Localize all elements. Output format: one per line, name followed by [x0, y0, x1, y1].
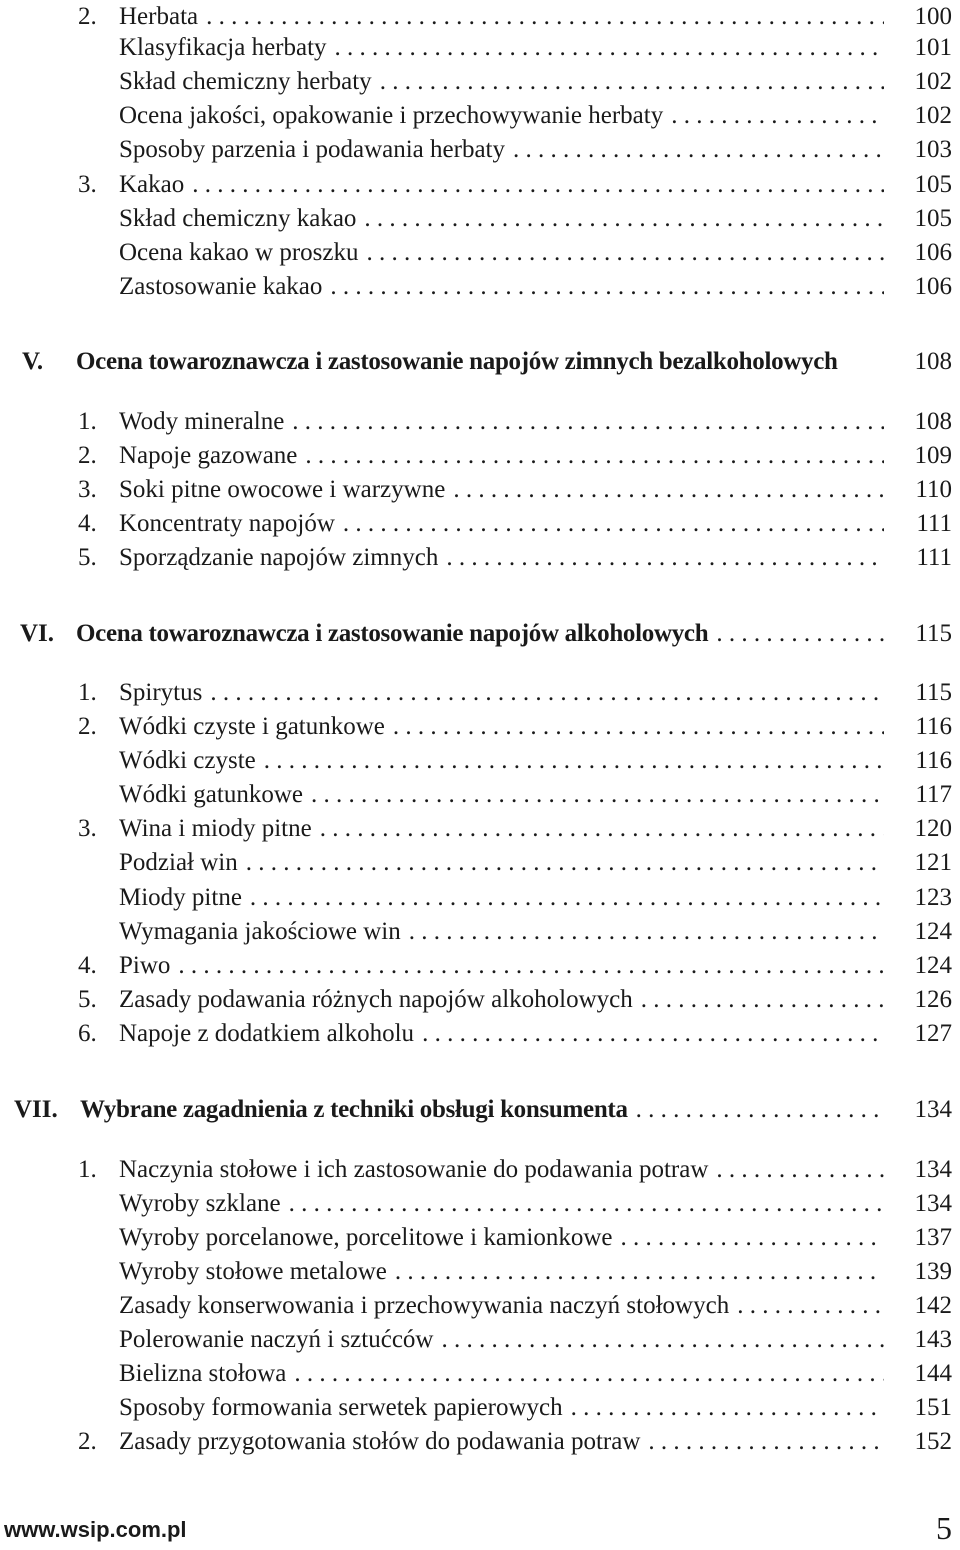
toc-number: 3.: [78, 171, 97, 198]
toc-entry[interactable]: [0, 473, 960, 507]
toc-page-number: 102: [914, 102, 952, 129]
toc-entry[interactable]: [0, 812, 960, 846]
toc-page-number: 105: [914, 205, 952, 232]
dot-leader: [309, 778, 884, 812]
toc-entry-text: [119, 1153, 884, 1187]
toc-entry-text: [119, 983, 884, 1017]
toc-entry[interactable]: [0, 983, 960, 1017]
toc-page-number: 102: [914, 68, 952, 95]
toc-title: Naczynia stołowe i ich zastosowanie do podawania potraw: [119, 1153, 714, 1187]
toc-page-number: 143: [914, 1326, 952, 1353]
toc-title: Zasady przygotowania stołów do podawania potraw: [119, 1425, 646, 1459]
toc-entry-text: [119, 236, 884, 270]
toc-subentry[interactable]: [0, 1391, 960, 1425]
toc-title: Spirytus: [119, 676, 208, 710]
toc-title: Polerowanie naczyń i sztućców: [119, 1323, 439, 1357]
dot-leader: [341, 507, 884, 541]
toc-subentry[interactable]: [0, 270, 960, 304]
dot-leader: [407, 915, 884, 949]
toc-title: Wyroby stołowe metalowe: [119, 1255, 393, 1289]
toc-chapter[interactable]: [0, 617, 960, 651]
dot-leader: [646, 1425, 884, 1459]
toc-entry-text: [119, 541, 884, 575]
dot-leader: [365, 236, 885, 270]
toc-entry-text: [119, 202, 884, 236]
dot-leader: [639, 983, 884, 1017]
toc-subentry[interactable]: [0, 1221, 960, 1255]
toc-number: 6.: [78, 1020, 97, 1047]
toc-chapter[interactable]: [0, 1093, 960, 1127]
toc-subentry[interactable]: [0, 744, 960, 778]
toc-entry-text: [119, 710, 884, 744]
toc-entry-text: [119, 1187, 884, 1221]
toc-number: 5.: [78, 986, 97, 1013]
toc-title: Soki pitne owocowe i warzywne: [119, 473, 451, 507]
toc-subentry[interactable]: [0, 915, 960, 949]
toc-title: Klasyfikacja herbaty: [119, 31, 333, 65]
toc-title: Ocena towaroznawcza i zastosowanie napojów alkoholowych: [76, 617, 714, 651]
toc-page-number: 144: [914, 1360, 952, 1387]
toc-title: Sposoby formowania serwetek papierowych: [119, 1391, 569, 1425]
toc-page-number: 127: [914, 1020, 952, 1047]
toc-page-number: 108: [914, 408, 952, 435]
toc-page-number: 121: [914, 849, 952, 876]
toc-title: Zasady podawania różnych napojów alkoholowych: [119, 983, 639, 1017]
toc-entry-text: [119, 168, 884, 202]
toc-entry-text: [119, 133, 884, 167]
dot-leader: [262, 744, 884, 778]
toc-entry-text: [119, 846, 884, 880]
toc-page-number: 137: [914, 1224, 952, 1251]
toc-page-number: 115: [915, 679, 952, 706]
toc-title: Ocena jakości, opakowanie i przechowywanie herbaty: [119, 99, 669, 133]
toc-title: Zasady konserwowania i przechowywania naczyń stołowych: [119, 1289, 735, 1323]
toc-page-number: 116: [915, 713, 952, 740]
toc-subentry[interactable]: [0, 1187, 960, 1221]
toc-page-number: 134: [914, 1096, 952, 1123]
page-number: 5: [936, 1510, 952, 1546]
toc-title: Piwo: [119, 949, 176, 983]
toc-title: Wódki czyste: [119, 744, 262, 778]
toc-entry[interactable]: [0, 1425, 960, 1459]
toc-entry-text: [119, 915, 884, 949]
dot-leader: [618, 1221, 884, 1255]
dot-leader: [714, 1153, 884, 1187]
toc-number: 1.: [78, 1156, 97, 1183]
dot-leader: [634, 1093, 884, 1127]
toc-number: 2.: [78, 442, 97, 469]
toc-title: Napoje z dodatkiem alkoholu: [119, 1017, 420, 1051]
toc-subentry[interactable]: [0, 202, 960, 236]
toc-number: VII.: [14, 1096, 58, 1123]
toc-title: Napoje gazowane: [119, 439, 303, 473]
toc-entry-text: [119, 1221, 884, 1255]
toc-page-number: 100: [914, 3, 952, 30]
toc-entry-text: [119, 881, 884, 915]
toc-title: Wódki czyste i gatunkowe: [119, 710, 391, 744]
toc-page-number: 124: [914, 952, 952, 979]
dot-leader: [244, 846, 884, 880]
dot-leader: [393, 1255, 884, 1289]
toc-page-number: 106: [914, 239, 952, 266]
dot-leader: [303, 439, 884, 473]
dot-leader: [362, 202, 884, 236]
toc-subentry[interactable]: [0, 236, 960, 270]
toc-page-number: 151: [914, 1394, 952, 1421]
toc-title: Bielizna stołowa: [119, 1357, 292, 1391]
toc-entry-text: [119, 744, 884, 778]
toc-page-number: 120: [914, 815, 952, 842]
toc-subentry[interactable]: [0, 1255, 960, 1289]
toc-page-number: 152: [914, 1428, 952, 1455]
toc-page-number: 116: [915, 747, 952, 774]
toc-entry[interactable]: [0, 405, 960, 439]
toc-title: Skład chemiczny kakao: [119, 202, 362, 236]
toc-entry[interactable]: [0, 541, 960, 575]
toc-entry-text: [119, 1391, 884, 1425]
toc-number: VI.: [20, 620, 55, 647]
dot-leader: [208, 676, 884, 710]
toc-title: Wyroby porcelanowe, porcelitowe i kamionkowe: [119, 1221, 618, 1255]
toc-subentry[interactable]: [0, 1323, 960, 1357]
toc-title: Koncentraty napojów: [119, 507, 341, 541]
toc-number: 4.: [78, 952, 97, 979]
toc-number: V.: [22, 348, 44, 375]
toc-entry-text: [119, 473, 884, 507]
toc-subentry[interactable]: [0, 1357, 960, 1391]
toc-entry-text: [119, 1425, 884, 1459]
toc-title: Podział win: [119, 846, 244, 880]
dot-leader: [190, 168, 884, 202]
toc-number: 1.: [78, 408, 97, 435]
dot-leader: [439, 1323, 884, 1357]
toc-title: Wody mineralne: [119, 405, 290, 439]
toc-number: 3.: [78, 815, 97, 842]
toc-entry[interactable]: [0, 676, 960, 710]
toc-page-number: 103: [914, 136, 952, 163]
toc-title: Kakao: [119, 168, 190, 202]
toc-page-number: 115: [915, 620, 952, 647]
toc-chapter[interactable]: [0, 345, 960, 379]
toc-number: 2.: [78, 1428, 97, 1455]
toc-subentry[interactable]: [0, 1289, 960, 1323]
toc-subentry[interactable]: [0, 881, 960, 915]
dot-leader: [569, 1391, 884, 1425]
toc-page-number: 123: [914, 884, 952, 911]
toc-title: Ocena towaroznawcza i zastosowanie napojów zimnych bezalkoholowych: [76, 345, 844, 379]
dot-leader: [420, 1017, 884, 1051]
toc-page-number: 124: [914, 918, 952, 945]
toc-number: 1.: [78, 679, 97, 706]
toc-entry-text: [119, 31, 884, 65]
toc-title: Herbata: [119, 0, 204, 34]
toc-entry-text: [76, 617, 884, 651]
dot-leader: [333, 31, 884, 65]
toc-entry[interactable]: [0, 168, 960, 202]
toc-title: Skład chemiczny herbaty: [119, 65, 378, 99]
dot-leader: [669, 99, 884, 133]
toc-page-number: 105: [914, 171, 952, 198]
toc-page-number: 101: [914, 34, 952, 61]
dot-leader: [444, 541, 884, 575]
toc-entry[interactable]: [0, 1017, 960, 1051]
toc-title: Wymagania jakościowe win: [119, 915, 407, 949]
dot-leader: [292, 1357, 884, 1391]
toc-entry-text: [119, 0, 884, 34]
toc-entry-text: [119, 1357, 884, 1391]
dot-leader: [290, 405, 884, 439]
toc-entry-text: [119, 1017, 884, 1051]
dot-leader: [735, 1289, 884, 1323]
toc-entry-text: [119, 1323, 884, 1357]
toc-entry[interactable]: [0, 0, 960, 34]
toc-title: Wyroby szklane: [119, 1187, 287, 1221]
toc-page-number: 134: [914, 1156, 952, 1183]
toc-entry-text: [119, 99, 884, 133]
toc-page-number: 117: [915, 781, 952, 808]
dot-leader: [451, 473, 884, 507]
toc-page-number: 126: [914, 986, 952, 1013]
toc-entry-text: [119, 949, 884, 983]
toc-title: Sporządzanie napojów zimnych: [119, 541, 444, 575]
toc-page-number: 142: [914, 1292, 952, 1319]
toc-title: Ocena kakao w proszku: [119, 236, 365, 270]
toc-entry[interactable]: [0, 949, 960, 983]
dot-leader: [176, 949, 884, 983]
toc-entry-text: [119, 507, 884, 541]
toc-number: 2.: [78, 713, 97, 740]
toc-title: Zastosowanie kakao: [119, 270, 328, 304]
toc-entry-text: [119, 1255, 884, 1289]
dot-leader: [318, 812, 884, 846]
toc-entry[interactable]: [0, 439, 960, 473]
toc-entry[interactable]: [0, 1153, 960, 1187]
toc-number: 2.: [78, 3, 97, 30]
toc-entry-text: [119, 778, 884, 812]
toc-entry-text: [76, 345, 884, 379]
toc-subentry[interactable]: [0, 778, 960, 812]
dot-leader: [511, 133, 884, 167]
toc-entry[interactable]: [0, 710, 960, 744]
toc-subentry[interactable]: [0, 65, 960, 99]
publisher-url[interactable]: www.wsip.com.pl: [4, 1517, 187, 1542]
toc-page-number: 109: [914, 442, 952, 469]
toc-entry-text: [119, 270, 884, 304]
toc-entry-text: [119, 1289, 884, 1323]
toc-entry-text: [119, 439, 884, 473]
dot-leader: [204, 0, 884, 34]
toc-number: 5.: [78, 544, 97, 571]
toc-number: 4.: [78, 510, 97, 537]
dot-leader: [378, 65, 884, 99]
toc-subentry[interactable]: [0, 846, 960, 880]
toc-entry-text: [119, 405, 884, 439]
toc-title: Miody pitne: [119, 881, 248, 915]
toc-title: Sposoby parzenia i podawania herbaty: [119, 133, 511, 167]
toc-subentry[interactable]: [0, 99, 960, 133]
dot-leader: [714, 617, 884, 651]
toc-title: Wybrane zagadnienia z techniki obsługi konsumenta: [80, 1093, 634, 1127]
toc-number: 3.: [78, 476, 97, 503]
toc-entry[interactable]: [0, 507, 960, 541]
toc-page-number: 106: [914, 273, 952, 300]
toc-page-number: 139: [914, 1258, 952, 1285]
toc-page-number: 111: [916, 544, 952, 571]
toc-entry-text: [119, 676, 884, 710]
dot-leader: [248, 881, 884, 915]
dot-leader: [287, 1187, 884, 1221]
toc-page-number: 110: [915, 476, 952, 503]
dot-leader: [328, 270, 884, 304]
toc-page-number: 111: [916, 510, 952, 537]
toc-entry-text: [119, 65, 884, 99]
toc-entry-text: [119, 812, 884, 846]
toc-subentry[interactable]: [0, 133, 960, 167]
toc-page-number: 134: [914, 1190, 952, 1217]
dot-leader: [391, 710, 884, 744]
toc-title: Wódki gatunkowe: [119, 778, 309, 812]
toc-title: Wina i miody pitne: [119, 812, 318, 846]
toc-page-number: 108: [914, 348, 952, 375]
toc-subentry[interactable]: [0, 31, 960, 65]
toc-entry-text: [80, 1093, 884, 1127]
